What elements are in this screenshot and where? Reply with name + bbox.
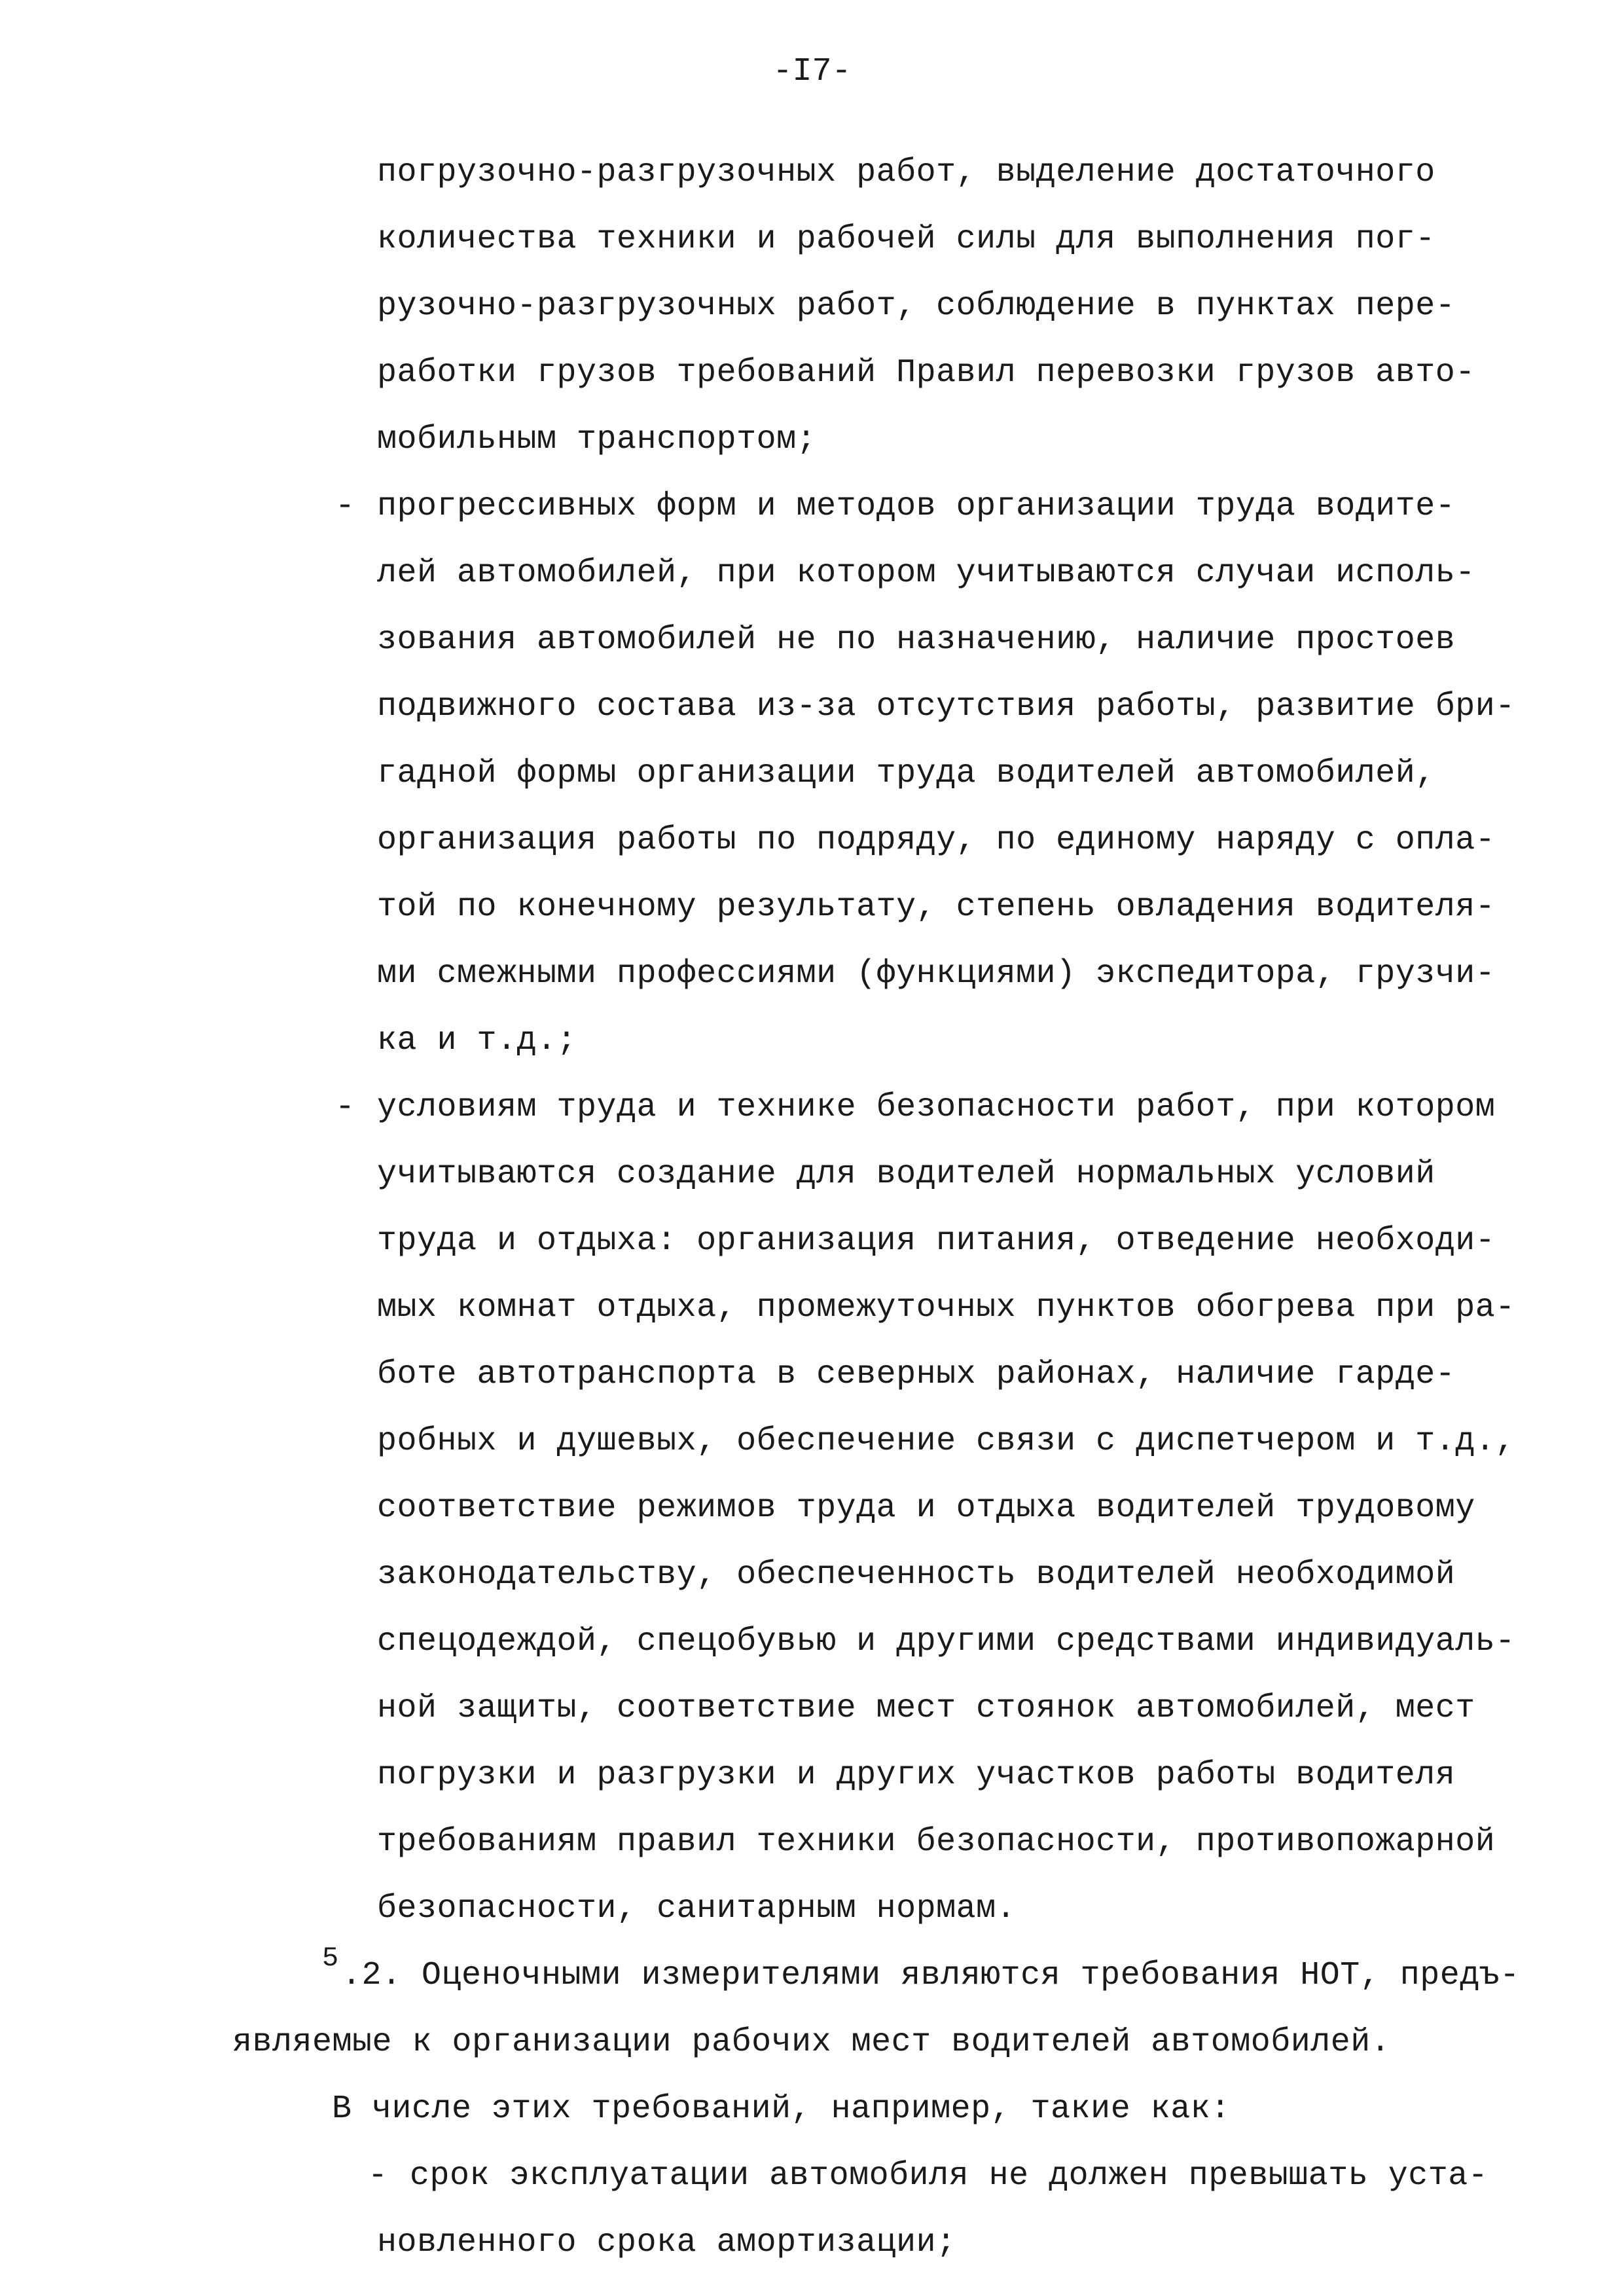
text-line: спецодеждой, спецобувью и другими средствами индивидуаль- xyxy=(377,1623,1515,1660)
text-line: являемые к организации рабочих мест водителей автомобилей. xyxy=(232,2024,1391,2061)
section-number-superscript: 5 xyxy=(322,1942,339,1974)
text-line: ка и т.д.; xyxy=(377,1022,577,1059)
text-line: ми смежными профессиями (функциями) экспедитора, грузчи- xyxy=(377,955,1496,993)
text-line: мобильным транспортом; xyxy=(377,421,817,458)
text-line: безопасности, санитарным нормам. xyxy=(377,1890,1017,1927)
text-line: боте автотранспорта в северных районах, наличие гарде- xyxy=(377,1356,1456,1393)
text-line: погрузочно-разгрузочных работ, выделение достаточного xyxy=(377,154,1435,191)
text-line: зования автомобилей не по назначению, наличие простоев xyxy=(377,621,1456,659)
text-line: ной защиты, соответствие мест стоянок автомобилей, мест xyxy=(377,1690,1475,1727)
text-line: мых комнат отдыха, промежуточных пунктов обогрева при ра- xyxy=(377,1289,1515,1326)
text-line: работки грузов требований Правил перевозки грузов авто- xyxy=(377,354,1475,392)
text-line: требованиям правил техники безопасности, противопожарной xyxy=(377,1823,1496,1861)
list-bullet: - xyxy=(335,1089,355,1126)
text-line: срок эксплуатации автомобиля не должен превышать уста- xyxy=(410,2157,1489,2195)
text-line: погрузки и разгрузки и других участков работы водителя xyxy=(377,1757,1456,1794)
text-line: новленного срока амортизации; xyxy=(377,2224,956,2261)
text-line: подвижного состава из-за отсутствия работы, развитие бри- xyxy=(377,688,1515,725)
text-line: рузочно-разгрузочных работ, соблюдение в пунктах пере- xyxy=(377,287,1456,325)
text-line: прогрессивных форм и методов организации труда водите- xyxy=(377,488,1456,525)
text-line: условиям труда и технике безопасности работ, при котором xyxy=(377,1089,1496,1126)
page-number: -I7- xyxy=(772,53,852,90)
text-line: учитываются создание для водителей нормальных условий xyxy=(377,1156,1435,1193)
text-line: гадной формы организации труда водителей автомобилей, xyxy=(377,755,1435,792)
text-line: организация работы по подряду, по единому наряду с опла- xyxy=(377,822,1496,859)
text-line: законодательству, обеспеченность водителей необходимой xyxy=(377,1556,1456,1594)
text-line: соответствие режимов труда и отдыха водителей трудовому xyxy=(377,1489,1475,1527)
text-line: робных и душевых, обеспечение связи с диспетчером и т.д., xyxy=(377,1423,1515,1460)
text-line: лей автомобилей, при котором учитываются случаи исполь- xyxy=(377,555,1475,592)
text-line: той по конечному результату, степень овладения водителя- xyxy=(377,888,1496,926)
list-bullet: - xyxy=(335,488,355,525)
text-line: труда и отдыха: организация питания, отведение необходи- xyxy=(377,1222,1496,1260)
text-line: количества техники и рабочей силы для выполнения пог- xyxy=(377,221,1435,258)
text-line: В числе этих требований, например, такие как: xyxy=(332,2090,1231,2128)
list-bullet: - xyxy=(368,2157,388,2195)
section-heading-line: .2. Оценочными измерителями являются требования НОТ, предъ- xyxy=(342,1957,1520,1994)
